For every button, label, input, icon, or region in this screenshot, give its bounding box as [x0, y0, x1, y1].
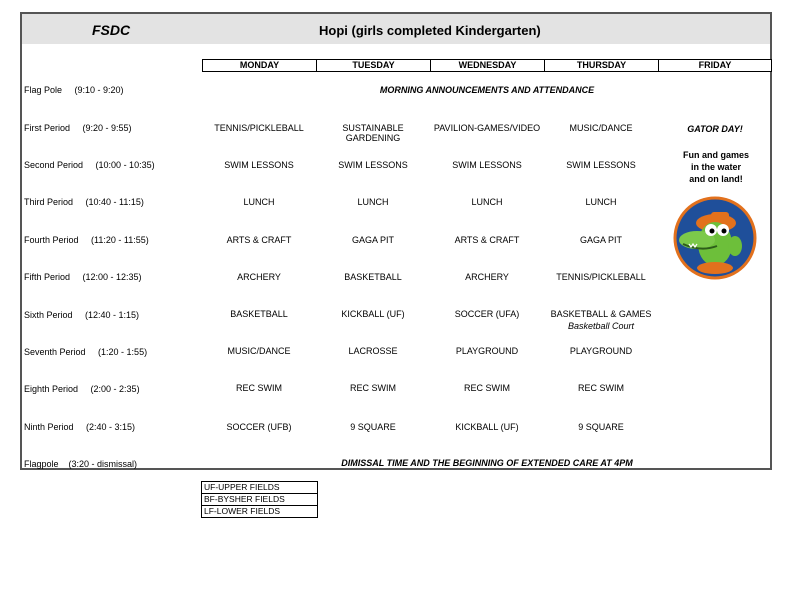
morning-banner: MORNING ANNOUNCEMENTS AND ATTENDANCE — [379, 85, 595, 95]
activity-cell: TENNIS/PICKLEBALL — [214, 123, 304, 133]
period-label: Second Period (10:00 - 10:35) — [24, 160, 155, 170]
period-label: Fourth Period (11:20 - 11:55) — [24, 235, 149, 245]
activity-cell: KICKBALL (UF) — [341, 309, 405, 319]
field-legend — [201, 481, 318, 518]
activity-cell: KICKBALL (UF) — [455, 422, 519, 432]
activity-cell: SWIM LESSONS — [452, 160, 522, 170]
activity-cell: SUSTAINABLE GARDENING — [342, 123, 404, 143]
schedule-header — [22, 14, 770, 44]
period-label: First Period (9:20 - 9:55) — [24, 123, 132, 133]
activity-cell: SOCCER (UFA) — [454, 309, 520, 319]
day-header-thursday: THURSDAY — [544, 59, 659, 72]
day-header-friday: FRIDAY — [658, 59, 772, 72]
activity-cell: REC SWIM — [350, 383, 396, 393]
activity-cell: LUNCH — [243, 197, 275, 207]
activity-cell: ARCHERY — [465, 272, 509, 282]
period-label-flagpole-dismissal: Flagpole (3:20 - dismissal) — [24, 459, 138, 469]
period-label: Seventh Period (1:20 - 1:55) — [24, 347, 148, 357]
activity-cell: GAGA PIT — [579, 235, 622, 245]
description-line: in the water — [690, 162, 741, 172]
period-label: Fifth Period (12:00 - 12:35) — [24, 272, 142, 282]
activity-cell: SWIM LESSONS — [338, 160, 408, 170]
activity-cell: PLAYGROUND — [569, 346, 633, 356]
activity-cell: LUNCH — [357, 197, 389, 207]
period-label: Sixth Period (12:40 - 1:15) — [24, 310, 140, 320]
activity-cell: REC SWIM — [578, 383, 624, 393]
activity-cell: REC SWIM — [464, 383, 510, 393]
period-label: Ninth Period (2:40 - 3:15) — [24, 422, 136, 432]
activity-location: Basketball Court — [567, 321, 635, 331]
legend-item: UF-UPPER FIELDS — [202, 482, 317, 494]
gator-mascot-icon — [673, 196, 757, 280]
period-label-flag-pole: Flag Pole (9:10 - 9:20) — [24, 85, 124, 95]
activity-cell: SOCCER (UFB) — [226, 422, 292, 432]
activity-text: BASKETBALL & GAMES — [550, 309, 652, 319]
activity-cell: MUSIC/DANCE — [227, 346, 291, 356]
period-label: Eighth Period (2:00 - 2:35) — [24, 384, 140, 394]
activity-cell: ARTS & CRAFT — [454, 235, 520, 245]
activity-cell: GAGA PIT — [351, 235, 394, 245]
org-name: FSDC — [92, 22, 131, 38]
activity-cell: PLAYGROUND — [455, 346, 519, 356]
day-header-tuesday: TUESDAY — [316, 59, 431, 72]
activity-cell: BASKETBALL — [230, 309, 288, 319]
legend-item: LF-LOWER FIELDS — [204, 506, 281, 516]
period-label: Third Period (10:40 - 11:15) — [24, 197, 144, 207]
day-header-monday: MONDAY — [202, 59, 317, 72]
schedule-sheet — [20, 12, 772, 470]
activity-cell: ARTS & CRAFT — [226, 235, 292, 245]
schedule-title: Hopi (girls completed Kindergarten) — [319, 23, 541, 38]
gator-day-title: GATOR DAY! — [687, 124, 743, 134]
day-header-wednesday: WEDNESDAY — [430, 59, 545, 72]
activity-cell-basketball-games — [544, 309, 658, 331]
activity-cell: PAVILION-GAMES/VIDEO — [433, 123, 541, 133]
activity-cell: TENNIS/PICKLEBALL — [556, 272, 646, 282]
dismissal-banner: DIMISSAL TIME AND THE BEGINNING OF EXTENDED CARE AT 4PM — [341, 458, 633, 468]
activity-cell: 9 SQUARE — [350, 422, 396, 432]
gator-day-description — [676, 149, 756, 185]
activity-cell: LUNCH — [471, 197, 503, 207]
activity-cell: BASKETBALL — [344, 272, 402, 282]
activity-cell: SWIM LESSONS — [224, 160, 294, 170]
description-line: and on land! — [689, 174, 743, 184]
activity-cell: LACROSSE — [348, 346, 398, 356]
activity-cell: SWIM LESSONS — [566, 160, 636, 170]
legend-item: BF-BYSHER FIELDS — [202, 494, 317, 506]
activity-cell: ARCHERY — [237, 272, 281, 282]
activity-cell: LUNCH — [585, 197, 617, 207]
activity-cell: 9 SQUARE — [578, 422, 624, 432]
description-line: Fun and games — [682, 150, 749, 160]
activity-cell: REC SWIM — [236, 383, 282, 393]
activity-cell: MUSIC/DANCE — [569, 123, 633, 133]
